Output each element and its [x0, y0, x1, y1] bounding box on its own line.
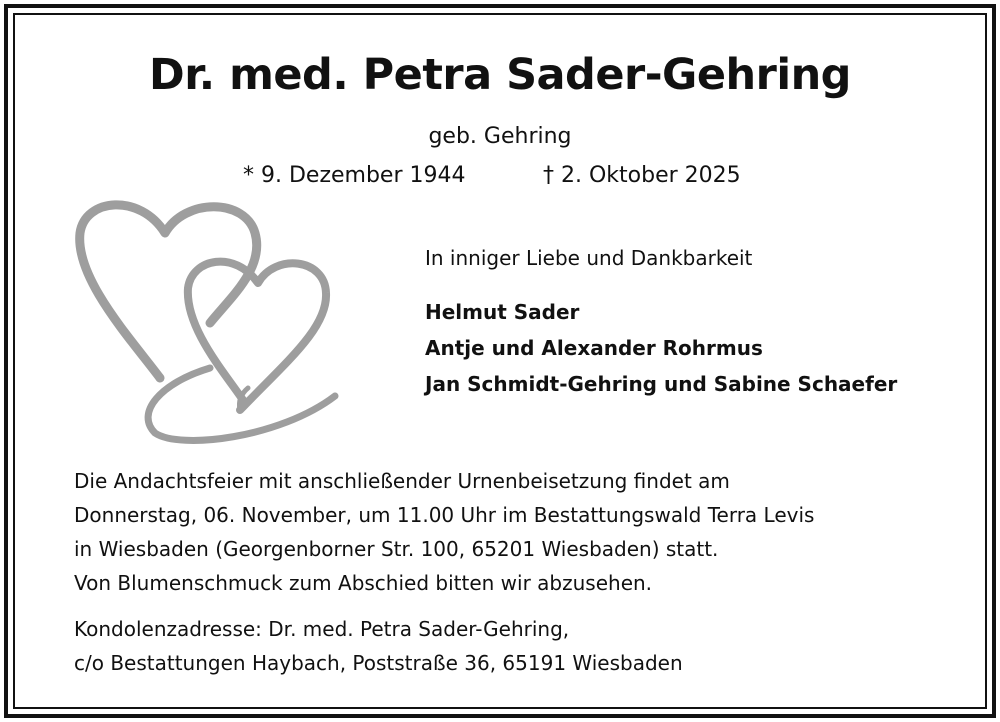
- service-line: in Wiesbaden (Georgenborner Str. 100, 65201 Wiesbaden) statt.: [74, 537, 719, 561]
- service-line: Donnerstag, 06. November, um 11.00 Uhr im Bestattungswald Terra Levis: [74, 503, 815, 527]
- condolence-line: c/o Bestattungen Haybach, Poststraße 36, 65191 Wiesbaden: [74, 651, 683, 675]
- large-heart-shape: [80, 205, 257, 378]
- condolence-line: Kondolenzadresse: Dr. med. Petra Sader-Gehring,: [74, 617, 570, 641]
- mourner-list: [425, 294, 897, 402]
- maiden-name: geb. Gehring: [428, 124, 572, 149]
- intro-text: In inniger Liebe und Dankbarkeit: [425, 246, 753, 270]
- two-hearts-icon: [60, 188, 360, 458]
- condolence-address: [74, 612, 683, 680]
- service-line: Die Andachtsfeier mit anschließender Urnenbeisetzung findet am: [74, 469, 730, 493]
- mourner-name: Jan Schmidt-Gehring und Sabine Schaefer: [425, 372, 898, 396]
- service-line: Von Blumenschmuck zum Abschied bitten wir abzusehen.: [74, 571, 653, 595]
- life-dates: [243, 163, 783, 188]
- small-heart-shape: [188, 262, 326, 410]
- mourner-name: Antje und Alexander Rohrmus: [425, 336, 763, 360]
- death-date: † 2. Oktober 2025: [543, 163, 741, 188]
- deceased-name: Dr. med. Petra Sader-Gehring: [149, 50, 851, 100]
- service-paragraph: [74, 464, 814, 600]
- mourner-name: Helmut Sader: [425, 300, 580, 324]
- birth-date: * 9. Dezember 1944: [243, 163, 466, 188]
